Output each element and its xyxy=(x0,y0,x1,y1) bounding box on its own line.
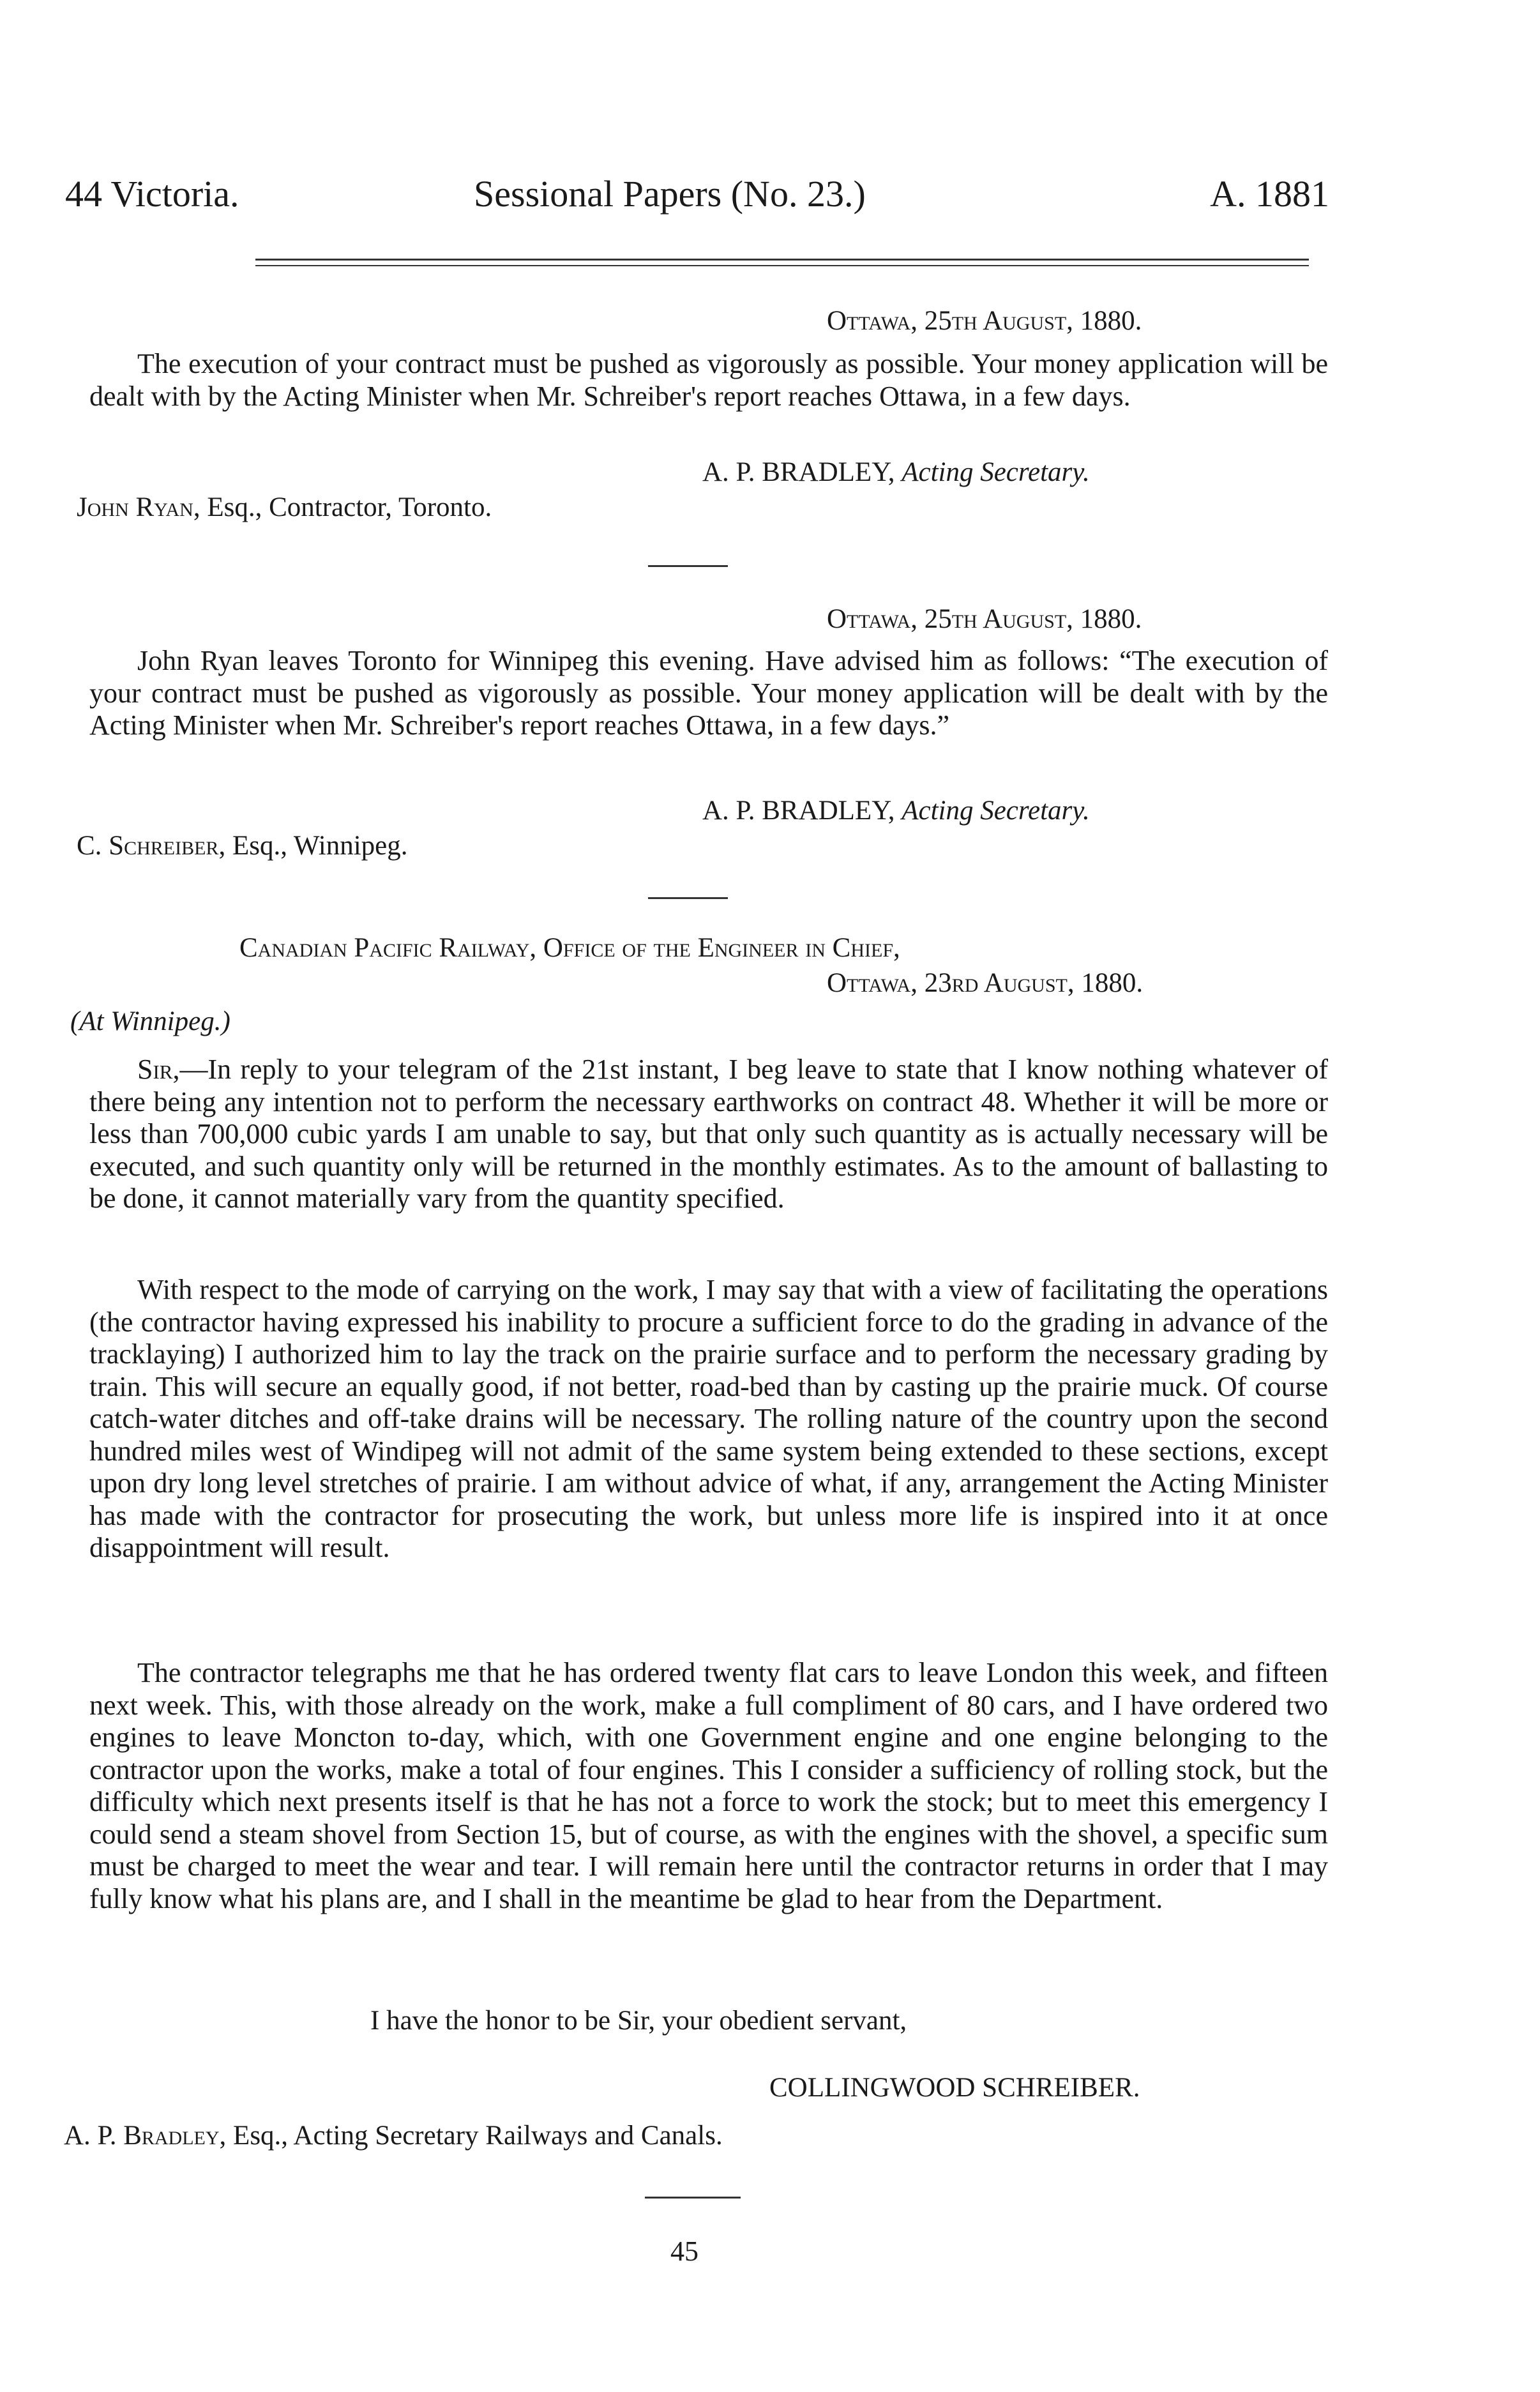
header-rule-top xyxy=(255,259,1309,261)
running-header xyxy=(65,172,1329,230)
letter3-paragraph-3: The contractor telegraphs me that he has ordered twenty flat cars to leave London this week, and fifteen next week. This, with those already on the work, make a full compliment of 80 cars, and I have ordered two engines to leave Moncton to-day, which, with one Government engine and one engine belonging to the contractor upon the works, make a total of four engines. This I consider a sufficiency of rolling stock, but the difficulty which next presents itself is that he has not a force to work the stock; but to meet this emergency I could send a steam shovel from Section 15, but of course, as with the engines with the shovel, a specific sum must be charged to meet the wear and tear. I will remain here until the contractor returns in order that I may fully know what his plans are, and I shall in the meantime be glad to hear from the Department. xyxy=(89,1657,1328,1914)
header-title: Sessional Papers (No. 23.) xyxy=(474,173,866,215)
separator-2 xyxy=(648,897,728,899)
letter3-paragraph-1-text: —In reply to your telegram of the 21st instant, I beg leave to state that I know nothing whatever of there being any intention not to perform the necessary earthworks on contract 48. Whether it will be more or less than 700,000 cubic yards I am unable to say, but that only such quantity as is actually necessary will be executed, and such quantity only will be returned in the monthly estimates. As to the amount of ballasting to be done, it cannot materially vary from the quantity specified. xyxy=(89,1054,1328,1214)
letter3-paragraph-2: With respect to the mode of carrying on the work, I may say that with a view of facilitating the operations (the contractor having expressed his inability to procure a sufficient force to do the grading in advance of the tracklaying) I authorized him to lay the track on the prairie surface and to perform the necessary grading by train. This will secure an equally good, if not better, road-bed than by casting up the prairie muck. Of course catch-water ditches and off-take drains will be necessary. The rolling nature of the country upon the second hundred miles west of Windipeg will not admit of the same system being extended to these sections, except upon dry long level stretches of prairie. I am without advice of what, if any, arrangement the Acting Minister has made with the contractor for prosecuting the work, but unless more life is inspired into it at once disappointment will result. xyxy=(89,1274,1328,1563)
letter2-body: John Ryan leaves Toronto for Winnipeg this evening. Have advised him as follows: “The execution of your contract must be pushed as vigorously as possible. Your money application will be dealt with by the Acting Minister when Mr. Schreiber's report reaches Ottawa, in a few days.” xyxy=(89,645,1328,741)
letter2-signature-title: Acting Secretary. xyxy=(902,796,1090,826)
letter2-addressee-rest: , Esq., Winnipeg. xyxy=(218,831,408,861)
separator-3 xyxy=(645,2197,741,2199)
letter1-addressee xyxy=(77,492,492,523)
separator-1 xyxy=(648,565,728,567)
letter1-signature-title: Acting Secretary. xyxy=(902,457,1090,487)
header-year: A. 1881 xyxy=(1210,173,1329,215)
letter1-signature xyxy=(702,457,1090,488)
letter1-addressee-name: John Ryan xyxy=(77,492,193,522)
letter2-addressee xyxy=(77,830,408,861)
letter3-addressee-name: A. P. Bradley xyxy=(64,2121,220,2151)
letter3-salutation: Sir, xyxy=(137,1054,180,1085)
header-rule-bottom xyxy=(255,265,1309,266)
letter3-location: (At Winnipeg.) xyxy=(70,1006,230,1036)
letter3-addressee-rest: , Esq., Acting Secretary Railways and Canals. xyxy=(219,2121,723,2151)
letter2-addressee-name: C. Schreiber xyxy=(77,831,219,861)
letter1-addressee-rest: , Esq., Contractor, Toronto. xyxy=(193,492,492,522)
page-number: 45 xyxy=(670,2236,698,2267)
letter1-dateline: Ottawa, 25th August, 1880. xyxy=(827,306,1142,336)
letter3-paragraph-1 xyxy=(89,1054,1328,1215)
letter1-signature-name: A. P. BRADLEY, xyxy=(702,457,895,487)
header-session: 44 Victoria. xyxy=(65,173,239,215)
letter2-dateline: Ottawa, 25th August, 1880. xyxy=(827,604,1142,634)
letter3-dateline: Ottawa, 23rd August, 1880. xyxy=(827,968,1144,998)
letter3-signature: COLLINGWOOD SCHREIBER. xyxy=(769,2073,1140,2103)
letter3-heading: Canadian Pacific Railway, Office of the Engineer in Chief, xyxy=(239,933,900,963)
letter3-closing: I have the honor to be Sir, your obedient servant, xyxy=(370,2006,907,2036)
letter2-signature-name: A. P. BRADLEY, xyxy=(702,796,895,826)
letter2-signature xyxy=(702,795,1090,826)
letter1-body: The execution of your contract must be pushed as vigorously as possible. Your money application will be dealt with by the Acting Minister when Mr. Schreiber's report reaches Ottawa, in a few days. xyxy=(89,348,1328,412)
letter3-addressee xyxy=(64,2120,723,2151)
